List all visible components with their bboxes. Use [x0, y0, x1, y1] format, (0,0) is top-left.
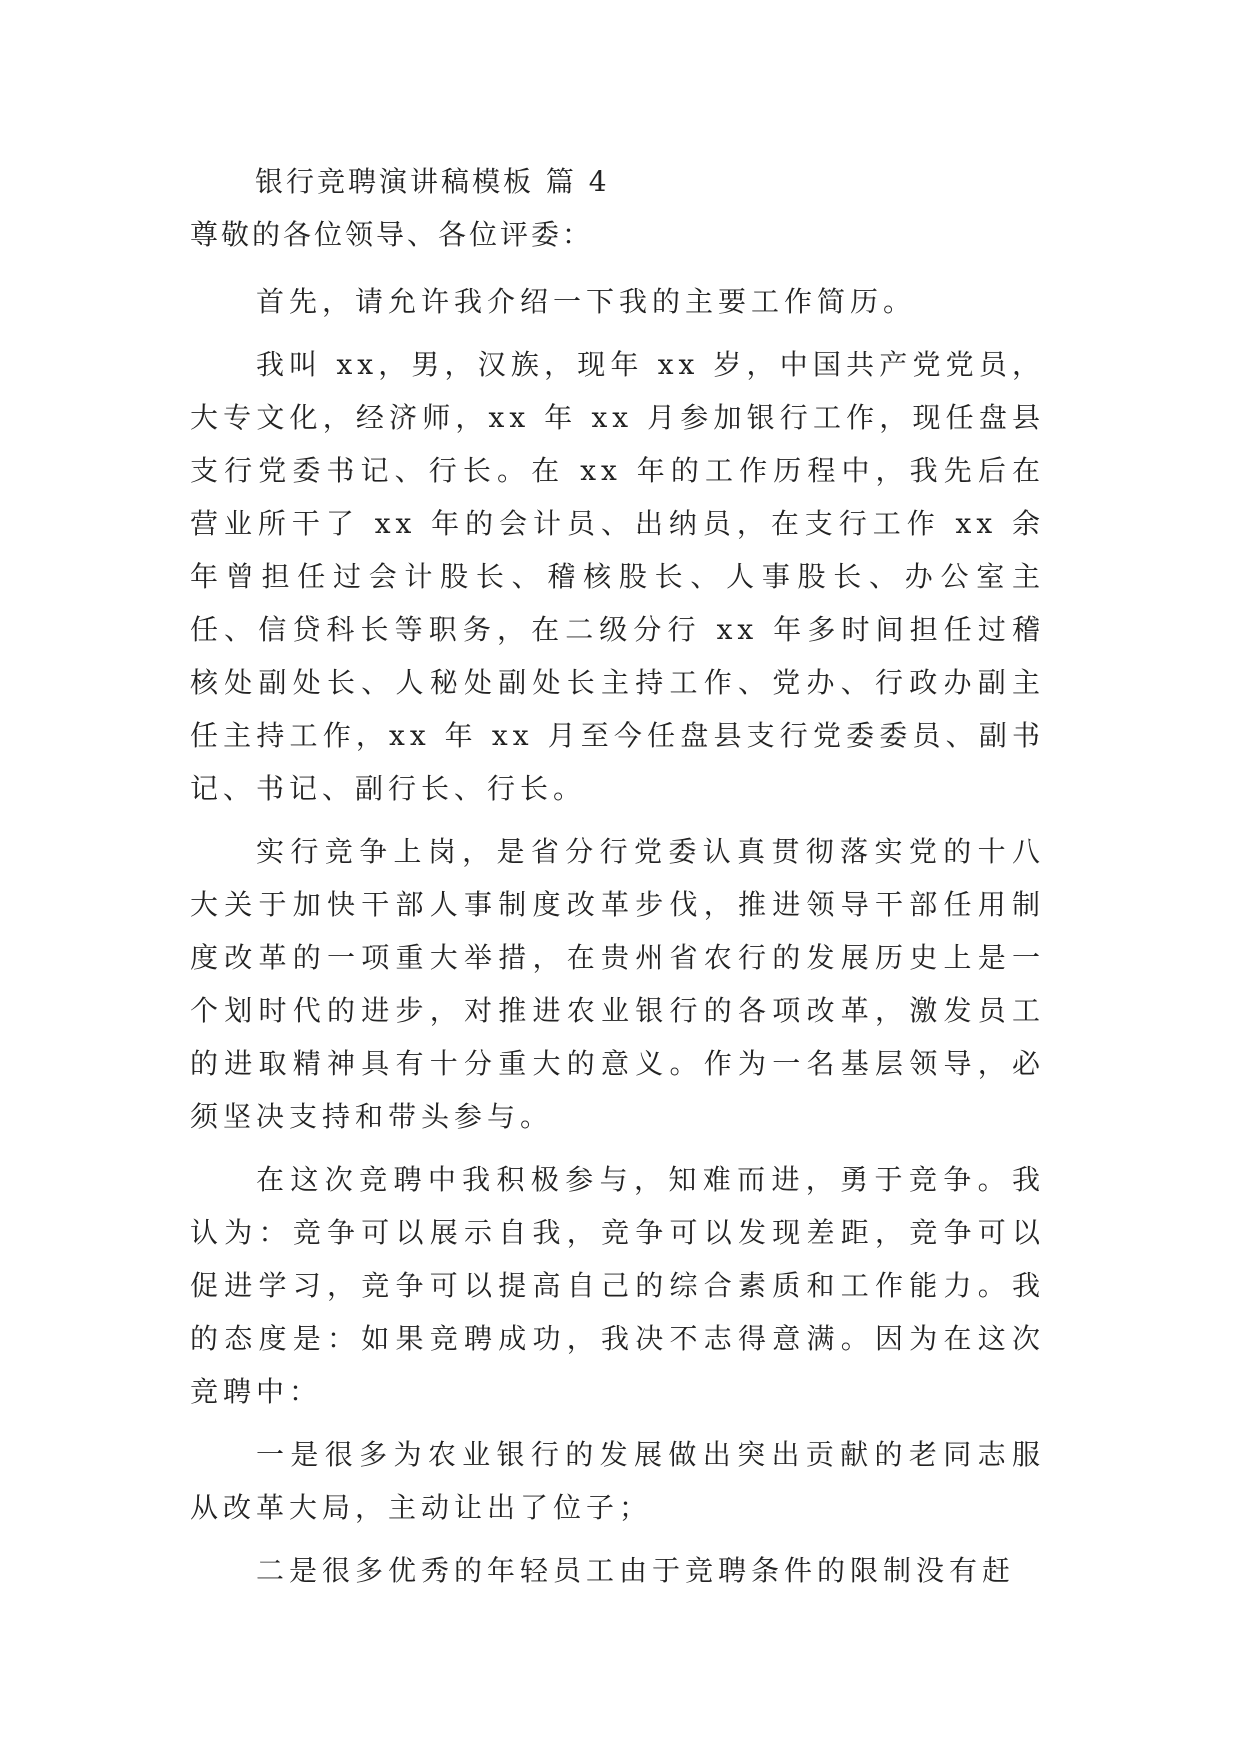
paragraph-point-two: 二是很多优秀的年轻员工由于竞聘条件的限制没有赶 [256, 1554, 1016, 1587]
document-title: 银行竞聘演讲稿模板 篇 4 [255, 165, 610, 198]
paragraph-resume: 我叫 xx，男，汉族，现年 xx 岁，中国共产党党员，大专文化，经济师，xx 年 xx 月参加银行工作，现任盘县支行党委书记、行长。在 xx 年的工作历程中，我先后在营业所干了 xx 年的会计员、出纳员，在支行工作 xx 余年曾担任过会计股长、稽核股长、人事股长、办公室主任、信贷科长等职务，在二级分行 xx 年多时间担任过稽核处副处长、人秘处副处长主持工作、党办、行政办副主任主持工作，xx 年 xx 月至今任盘县支行党委委员、副书记、书记、副行长、行长。 [190, 348, 1045, 805]
paragraph-point-one: 一是很多为农业银行的发展做出突出贡献的老同志服从改革大局，主动让出了位子； [190, 1438, 1045, 1524]
document-body [190, 275, 1045, 1597]
paragraph-intro: 首先，请允许我介绍一下我的主要工作简历。 [256, 285, 917, 318]
paragraph-competition: 在这次竞聘中我积极参与，知难而进，勇于竞争。我认为：竞争可以展示自我，竞争可以发现差距，竞争可以促进学习，竞争可以提高自己的综合素质和工作能力。我的态度是：如果竞聘成功，我决不志得意满。因为在这次竞聘中： [190, 1163, 1045, 1408]
paragraph-reform: 实行竞争上岗，是省分行党委认真贯彻落实党的十八大关于加快干部人事制度改革步伐，推进领导干部任用制度改革的一项重大举措，在贵州省农行的发展历史上是一个划时代的进步，对推进农业银行的各项改革，激发员工的进取精神具有十分重大的意义。作为一名基层领导，必须坚决支持和带头参与。 [190, 835, 1045, 1133]
salutation: 尊敬的各位领导、各位评委： [190, 218, 594, 251]
